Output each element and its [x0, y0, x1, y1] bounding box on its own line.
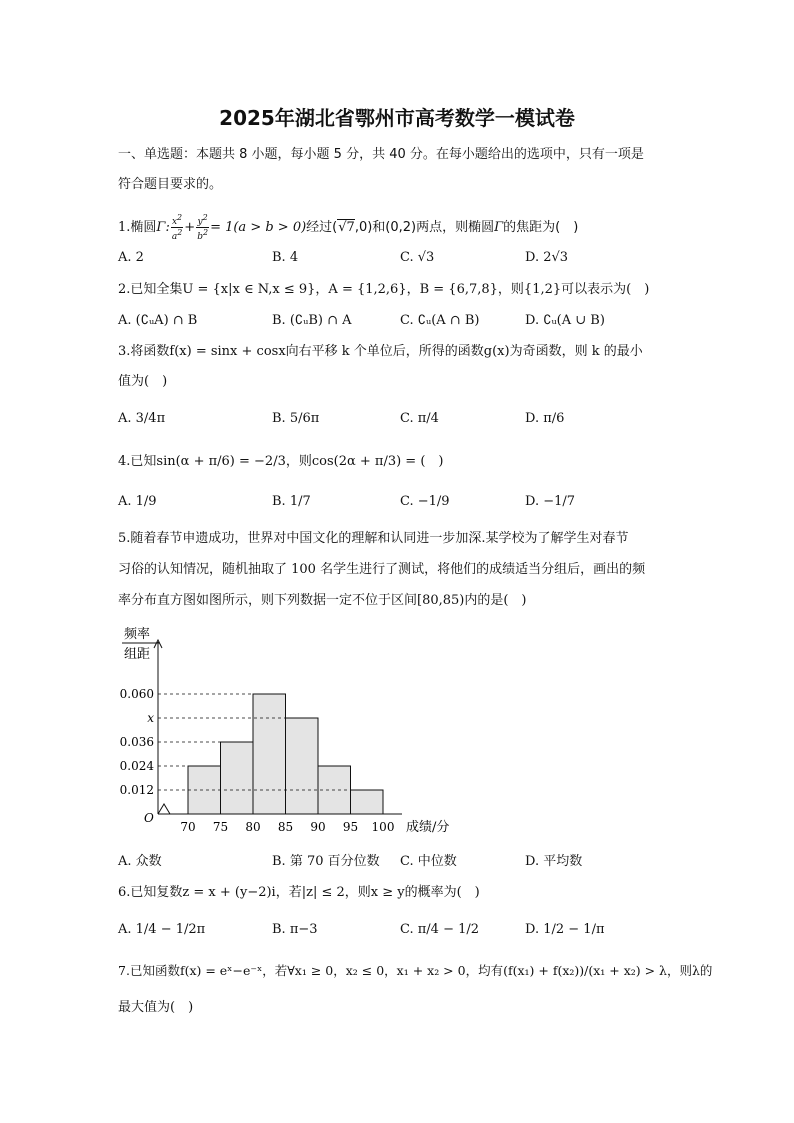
histogram-bar: [286, 718, 319, 814]
question-6-option-d[interactable]: D. 1/2 − 1/π: [525, 922, 605, 937]
question-3-stem-line2: 值为( ): [118, 374, 168, 389]
question-1-option-d[interactable]: D. 2√3: [525, 250, 569, 265]
y-axis-label-denominator: 组距: [124, 647, 151, 662]
question-7-stem-line2: 最大值为( ): [118, 1000, 194, 1015]
y-tick-label: 0.036: [119, 735, 154, 749]
histogram-bar: [253, 694, 286, 814]
histogram-bar: [351, 790, 384, 814]
x-tick-label: 80: [245, 820, 261, 834]
question-5-stem-line3: 率分布直方图如图所示，则下列数据一定不位于区间[80,85)内的是( ): [118, 593, 527, 608]
question-3-option-b[interactable]: B. 5/6π: [272, 411, 320, 426]
y-tick-label: 0.012: [119, 783, 154, 797]
x-tick-label: 85: [277, 820, 294, 834]
x-axis-label: 成绩/分: [406, 820, 450, 835]
histogram-bar: [221, 742, 254, 814]
question-1-option-a[interactable]: A. 2: [118, 250, 144, 265]
question-5-option-b[interactable]: B. 第 70 百分位数: [272, 854, 380, 869]
y-tick-label: 0.024: [119, 759, 154, 773]
question-1-option-c[interactable]: C. √3: [400, 250, 435, 265]
section-instructions-line2: 符合题目要求的。: [118, 177, 223, 192]
question-3-option-d[interactable]: D. π/6: [525, 411, 565, 426]
question-1-number: 1.: [118, 220, 131, 235]
question-7-stem-line1: 7.已知函数f(x) = eˣ−e⁻ˣ，若∀x₁ ≥ 0，x₂ ≤ 0，x₁ + x₂ > 0，均有(f(x₁) + f(x₂))/(x₁ + x₂) > λ，则λ的: [118, 963, 713, 978]
question-4-option-a[interactable]: A. 1/9: [118, 494, 157, 509]
y-tick-label: x: [147, 711, 154, 725]
frequency-histogram: [110, 620, 470, 840]
question-6-stem: 6.已知复数z = x + (y−2)i，若|z| ≤ 2，则x ≥ y的概率为( ): [118, 885, 480, 900]
origin-label: O: [144, 811, 154, 825]
axis-break-mark: [158, 804, 188, 814]
question-5-stem-line1: 5.随着春节申遗成功，世界对中国文化的理解和认同进一步加深.某学校为了解学生对春节: [118, 531, 629, 546]
question-5-stem-line2: 习俗的认知情况，随机抽取了 100 名学生进行了测试，将他们的成绩适当分组后，画出的频: [118, 562, 646, 577]
question-3-stem-line1: 3.将函数f(x) = sinx + cosx向右平移 k 个单位后，所得的函数g(x)为奇函数，则 k 的最小: [118, 344, 643, 359]
question-2-option-a[interactable]: A. (∁ᵤA) ∩ B: [118, 313, 198, 328]
question-1-option-b[interactable]: B. 4: [272, 250, 299, 265]
section-instructions-line1: 一、单选题：本题共 8 小题，每小题 5 分，共 40 分。在每小题给出的选项中，只有一项是: [118, 147, 644, 162]
question-2-option-d[interactable]: D. ∁ᵤ(A ∪ B): [525, 313, 605, 328]
question-5-option-c[interactable]: C. 中位数: [400, 854, 457, 869]
y-axis-label-numerator: 频率: [124, 627, 151, 642]
question-6-option-a[interactable]: A. 1/4 − 1/2π: [118, 922, 206, 937]
question-3-option-c[interactable]: C. π/4: [400, 411, 439, 426]
question-5-option-d[interactable]: D. 平均数: [525, 854, 583, 869]
y-tick-label: 0.060: [119, 687, 154, 701]
x-tick-label: 70: [180, 820, 196, 834]
question-6-option-b[interactable]: B. π−3: [272, 922, 318, 937]
question-4-option-c[interactable]: C. −1/9: [400, 494, 450, 509]
question-4-option-d[interactable]: D. −1/7: [525, 494, 576, 509]
question-4-option-b[interactable]: B. 1/7: [272, 494, 311, 509]
question-2-stem: 2.已知全集U = {x|x ∈ N,x ≤ 9}，A = {1,2,6}，B = {6,7,8}，则{1,2}可以表示为( ): [118, 282, 650, 297]
question-4-stem: 4.已知sin(α + π/6) = −2/3，则cos(2α + π/3) = ( ): [118, 454, 444, 469]
histogram-bar: [188, 766, 221, 814]
question-2-option-c[interactable]: C. ∁ᵤ(A ∩ B): [400, 313, 480, 328]
question-3-option-a[interactable]: A. 3/4π: [118, 411, 166, 426]
x-tick-label: 95: [342, 820, 359, 834]
page-title: 2025年湖北省鄂州市高考数学一模试卷: [219, 106, 575, 130]
x-tick-label: 100: [371, 820, 395, 834]
x-tick-label: 90: [310, 820, 326, 834]
x-tick-label: 75: [212, 820, 229, 834]
question-5-option-a[interactable]: A. 众数: [118, 854, 162, 869]
question-2-option-b[interactable]: B. (∁ᵤB) ∩ A: [272, 313, 352, 328]
question-1-stem: 1.椭圆Γ: $\frac{x^2}{a^2}$ + $\frac{y^2}{b^2}$ = 1(a > b > 0)经过(√7,0)和(0,2)两点，则椭圆Γ的焦距为( ): [118, 213, 579, 242]
question-6-option-c[interactable]: C. π/4 − 1/2: [400, 922, 480, 937]
